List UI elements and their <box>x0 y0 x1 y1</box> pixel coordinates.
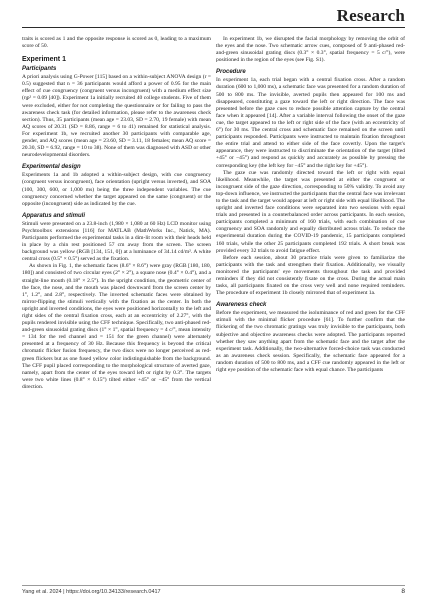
design-text: Experiments 1a and 1b adopted a within-subject design, with cue congruency (congruent versus incongruent), face orientation (upright versus inverted), and SOA (100, 300, 600, or 1,000 ms) being the three independent variables. The cue congruency concerned whether the target appeared on the same (congruent) or the opposite (incongruent) side as indicated by the cue. <box>22 172 211 207</box>
procedure-paragraph-2: The gaze cue was randomly directed toward the left or right with equal likelihood. Meanwhile, the target was presented at either the congruent or incongruent side of the gaze direction, corresponding to 50% validity. To avoid any top-down influence, we instructed the participants that the central face was irrelevant to the task and the target would appear at left or right side with equal likelihood. The upright and inverted face conditions were separated into two sessions with equal trials and presented in a counterbalanced order across participants. In each session, participants completed a minimum of 160 trials, with each combination of cue congruency and SOA randomly and equally distributed across trials. To reduce the experimental duration during the COVID-19 pandemic, 15 participants completed 160 trials, while the other 25 participants completed 192 trials. A short break was provided every 32 trials to avoid fatigue effect. <box>216 169 405 254</box>
right-intro-paragraph: In experiment 1b, we disrupted the facial morphology by removing the orbit of the eyes and the nose. Two schematic arrow cues, composed of 9 anti-phased red-and-green sinusoidal grating discs (0.3° × 0.3°, spatial frequency = 5 c/°), were positioned in the region of the eyes (see Fig. S1). <box>216 36 405 64</box>
footer-rule <box>22 585 405 586</box>
journal-name: Research <box>336 6 405 25</box>
page-number: 8 <box>401 588 405 595</box>
left-column <box>22 36 211 391</box>
design-heading: Experimental design <box>22 164 81 171</box>
procedure-heading: Procedure <box>216 69 246 76</box>
footer-citation[interactable]: Yang et al. 2024 | https://doi.org/10.34133/research.0417 <box>22 589 161 595</box>
section-title: Experiment 1 <box>22 56 66 64</box>
right-column <box>216 36 405 374</box>
apparatus-paragraph-1: Stimuli were presented on a 23.8-inch (1,980 × 1,080 at 60 Hz) LCD monitor using Psychtoolbox extensions [116] for MATLAB (MathWorks Inc., Natick, MA). Participants performed the experimental tasks in a dim-lit room with their heads held in place by a chin rest positioned 57 cm away from the screen. The screen background was yellow (RGB [134, 151, 0]) at a luminance of 34.14 cd/m². A white central cross (0.5° × 0.5°) served as the fixation. <box>22 220 211 263</box>
participants-text: A priori analysis using G-Power [115] based on a within-subject ANOVA design (r = 0.5) suggested that n = 36 participants would afford a power of 0.95 for the main effect of cue congruency (congruent versus incongruent) with a medium effect size (ηp² = 0.09 [40]). Experiment 1a initially recruited 40 college students. Five of them were excluded, either for not completing the questionnaire or for failing to pass the awareness check task (for detailed information, please refer to the awareness check section). Thus, 35 participants (mean age = 23.03, SD = 2.70, 19 female) with mean AQ scores of 20.31 (SD = 8.86, range = 6 to 41) remained for statistical analysis. For experiment 1b, we recruited another 30 participants with comparable age, gender, and AQ scores (mean age = 23.60, SD = 3.11, 18 females; mean AQ score = 20.30, SD = 6.92, range = 10 to 38). None of them was diagnosed with ASD or other neurodevelopmental disorders. <box>22 74 211 159</box>
intro-paragraph: traits is scored as 1 and the opposite response is scored as 0, leading to a maximum score of 50. <box>22 36 211 50</box>
procedure-paragraph-3: Before each session, about 30 practice trials were given to familiarize the participants with the task and strengthen their fixation. Additionally, we visually monitored the participants' eye movements throughout the task and provided reminders if they did not consistently fixate on the cross. During the actual main tasks, all participants fixated on the cross very well and none required reminders. The procedure of experiment 1b closely mirrored that of experiment 1a. <box>216 254 405 297</box>
apparatus-heading: Apparatus and stimuli <box>22 212 86 219</box>
procedure-paragraph-1: In experiment 1a, each trial began with a central fixation cross. After a random duration (600 to 1,000 ms), a schematic face was presented for a random duration of 500 to 800 ms. The invisible, averted pupils then appeared for 100 ms and disappeared, constituting a gaze toward the left or right direction. The face was presented before the gaze cues to reduce possible attention capture by the central face when it appeared [14]. After a variable interval following the onset of the gaze cue, the target appeared to the left or right side of the face (with an eccentricity of 6°) for 30 ms. The central cross and schematic face remained on the screen until participants responded. Participants were instructed to maintain fixation throughout the entire trial and attend to either side of the face covertly. Upon the target's appearance, they were instructed to discriminate the orientation of the target (tilted +45° or −45°) and respond as quickly and accurately as possible by pressing the corresponding key (the left key for −45° and the right key for +45°). <box>216 77 405 169</box>
awareness-heading: Awareness check <box>216 302 267 309</box>
apparatus-paragraph-2: As shown in Fig. 1, the schematic faces (8.6° × 8.6°) were gray (RGB [180, 180, 180]) and consisted of two circular eyes (2° × 2°), a square nose (0.4° × 0.4°), and a straight-line mouth (0.18° × 2.5°). In the upright condition, the geometric center of the face, the nose, and the mouth was placed downward from the screen center by 1°, 1.2°, and 2.8°, respectively. The inverted schematic faces were obtained by mirror-flipping the stimuli vertically with the fixation as the center. In both the upright and inverted conditions, the eyes were positioned horizontally to the left and right sides of the central fixation cross, each at an eccentricity of 2.27°, with the pupils rendered invisible using the CFF technique. Specifically, two anti-phased red-and-green sinusoidal grating discs (1° × 1°, spatial frequency = 4 c/°, mean intensity = 134 for the red channel and = 151 for the green channel) were alternately presented at a frequency of 30 Hz. Because this frequency is beyond the critical chromatic flicker fusion frequency, the two discs were no longer perceived as red-green flickers but as one fused yellow color indistinguishable from the background. The CFF pupil placed corresponding to the morphological structure of averted gaze, namely, apart from the center of the eyes toward left or right by 0.3°. The targets were two white lines (0.8° × 0.15°) tilted either +45° or −45° from the vertical direction. <box>22 263 211 390</box>
participants-heading: Participants <box>22 66 57 73</box>
awareness-text: Before the experiment, we measured the isoluminance of red and green for the CFF stimuli with the minimal flicker procedure [61]. To further confirm that the flickering of the two chromatic gratings was truly invisible to the participants, both subjective and objective awareness checks were adopted. The participants reported whether they saw anything apart from the schematic face and the target after the experiment task. Additionally, the two-alternative forced-choice task was conducted as an awareness check session. Specifically, the schematic face appeared for a random duration of 500 to 800 ms, and a CFF cue randomly appeared in the left or right eye position of the schematic face with equal chance. The participants <box>216 310 405 374</box>
header-rule <box>22 27 405 28</box>
